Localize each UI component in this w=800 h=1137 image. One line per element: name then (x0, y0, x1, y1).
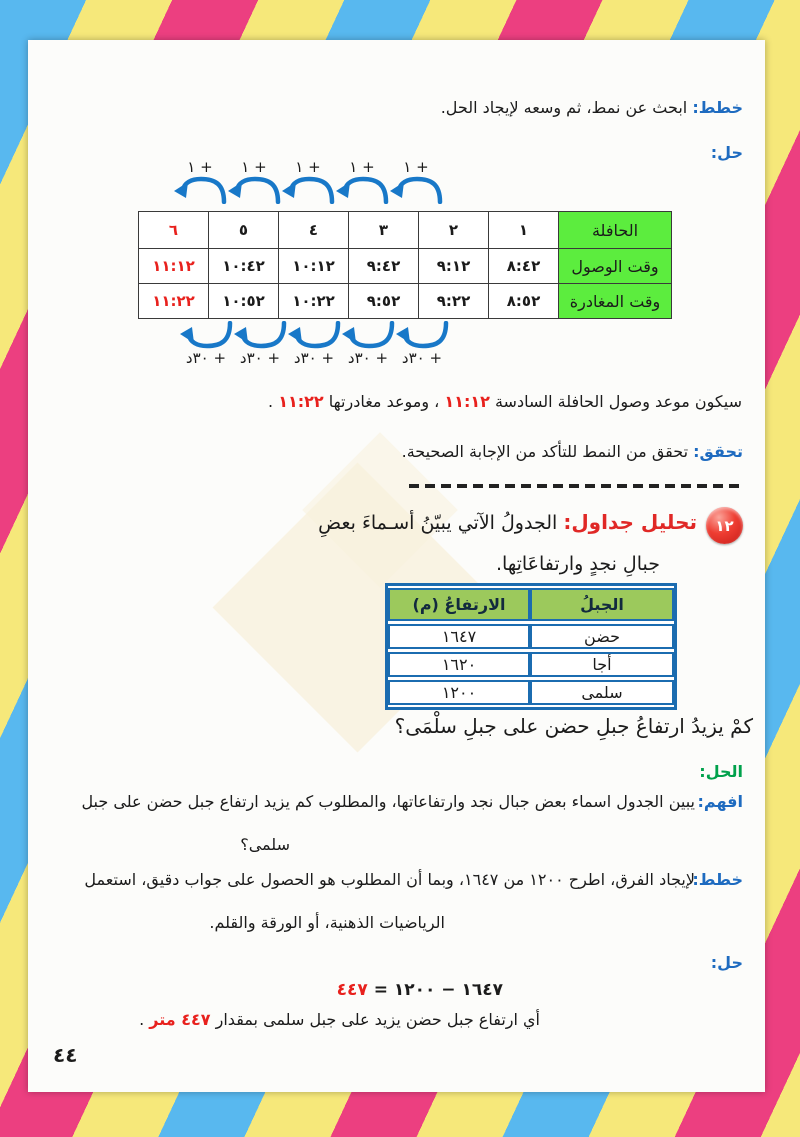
problem-question: كمْ يزيدُ ارتفاعُ جبلِ حضن على جبلِ سلْمَى؟ (394, 714, 753, 738)
understand-line2: سلمى؟ (240, 835, 290, 854)
arrow-unit (287, 321, 341, 367)
problem-statement-line1: الجدولُ الآتي يبيّنُ أسـماءَ بعضِ (318, 512, 558, 534)
arrow-unit (173, 158, 227, 204)
curved-arrow-left-icon (173, 176, 227, 204)
equation-result: ٤٤٧ (336, 980, 368, 1000)
departure-time: ٨:٥٢ (489, 284, 559, 319)
mountain-table-header-row (388, 588, 674, 621)
solve-label-line (711, 143, 743, 162)
arrow-unit (335, 158, 389, 204)
check-label: تحقق: (693, 442, 743, 461)
arrival-row (139, 249, 672, 284)
mountain-height: ١٦٢٠ (388, 652, 530, 677)
plus-one-label: + ١ (349, 158, 375, 176)
plan2-label-line (692, 870, 743, 889)
curved-arrow-left-icon (389, 176, 443, 204)
problem-number: ١٢ (715, 516, 734, 535)
mountain-name: سلمى (530, 680, 674, 705)
arrival-time: ٩:٤٢ (349, 249, 419, 284)
arrival-time: ٨:٤٢ (489, 249, 559, 284)
check-line (402, 442, 743, 461)
bus-number: ١ (489, 212, 559, 249)
result-line (268, 392, 742, 411)
result-text: ، وموعد مغادرتها (323, 392, 445, 411)
plan2-label: خطط: (692, 870, 743, 889)
arrival-result-time: ١١:١٢ (444, 392, 490, 411)
curved-arrow-left-icon (233, 321, 287, 349)
curved-arrow-left-icon (281, 176, 335, 204)
arrow-unit (281, 158, 335, 204)
plus-thirty-label: + ٣٠د (239, 349, 281, 367)
solve2-label: حل: (710, 953, 743, 972)
plus-one-label: + ١ (187, 158, 213, 176)
plus-one-label: + ١ (295, 158, 321, 176)
solution-label: الحل: (699, 762, 743, 781)
plan2-line2: الرياضيات الذهنية، أو الورقة والقلم. (209, 913, 445, 932)
arrow-unit (395, 321, 449, 367)
mountain-height: ١٢٠٠ (388, 680, 530, 705)
bus-number-six: ٦ (139, 212, 209, 249)
plan-line (441, 98, 743, 117)
arrival-time-six: ١١:١٢ (139, 249, 209, 284)
arrival-row-header: وقت الوصول (559, 249, 672, 284)
curved-arrow-left-icon (179, 321, 233, 349)
problem-heading-line (318, 510, 697, 534)
pattern-arrows-bottom (179, 321, 449, 367)
departure-row (139, 284, 672, 319)
curved-arrow-left-icon (335, 176, 389, 204)
bus-number-row (139, 212, 672, 249)
plan-text: ابحث عن نمط، ثم وسعه لإيجاد الحل. (440, 98, 688, 117)
departure-time: ٩:٥٢ (349, 284, 419, 319)
answer-text: أي ارتفاع جبل حضن يزيد على جبل سلمى بمقدار (210, 1010, 540, 1029)
problem-type-label: تحليل جداول: (563, 510, 697, 534)
departure-time: ٩:٢٢ (419, 284, 489, 319)
page-number: ٤٤ (53, 1043, 78, 1067)
problem-number-badge (706, 507, 743, 544)
result-text: سيكون موعد وصول الحافلة السادسة (489, 392, 742, 411)
answer-line (139, 1010, 540, 1029)
departure-time: ١٠:٢٢ (279, 284, 349, 319)
mountain-name: أجا (530, 652, 674, 677)
solution-label-line (699, 762, 743, 781)
result-text: . (268, 392, 279, 411)
curved-arrow-left-icon (341, 321, 395, 349)
equation-line (337, 980, 503, 1000)
pattern-arrows-top (173, 158, 443, 204)
bus-number: ٣ (349, 212, 419, 249)
understand-label-line (698, 792, 743, 811)
plus-thirty-label: + ٣٠د (293, 349, 335, 367)
mountain-height: ١٦٤٧ (388, 624, 530, 649)
equation-left: ١٦٤٧ − ١٢٠٠ = (367, 980, 503, 1000)
curved-arrow-left-icon (395, 321, 449, 349)
plus-thirty-label: + ٣٠د (185, 349, 227, 367)
solve2-label-line (711, 953, 743, 972)
arrival-time: ٩:١٢ (419, 249, 489, 284)
plus-one-label: + ١ (241, 158, 267, 176)
bus-schedule-table (138, 211, 672, 319)
departure-row-header: وقت المغادرة (559, 284, 672, 319)
curved-arrow-left-icon (287, 321, 341, 349)
arrow-unit (389, 158, 443, 204)
understand-label: افهم: (697, 792, 743, 811)
problem-statement-line2: جبالِ نجدٍ وارتفاعَاتِها. (496, 553, 660, 575)
answer-period: . (139, 1010, 150, 1029)
arrow-unit (233, 321, 287, 367)
bus-number: ٥ (209, 212, 279, 249)
mountain-column-header: الجبلُ (530, 588, 674, 621)
understand-line1: يبين الجدول اسماء بعض جبال نجد وارتفاعاتها، والمطلوب كم يزيد ارتفاع جبل حضن على جبل (81, 792, 695, 811)
plan2-line1: لإيجاد الفرق، اطرح ١٢٠٠ من ١٦٤٧، وبما أن المطلوب هو الحصول على جواب دقيق، استعمل (84, 870, 695, 889)
curved-arrow-left-icon (227, 176, 281, 204)
check-text: تحقق من النمط للتأكد من الإجابة الصحيحة. (401, 442, 689, 461)
plus-thirty-label: + ٣٠د (347, 349, 389, 367)
plus-one-label: + ١ (403, 158, 429, 176)
departure-time: ١٠:٥٢ (209, 284, 279, 319)
departure-result-time: ١١:٢٢ (278, 392, 324, 411)
mountain-table (388, 585, 674, 708)
table-row (388, 624, 674, 649)
mountain-name: حضن (530, 624, 674, 649)
dashed-separator (409, 484, 742, 488)
answer-value: ٤٤٧ متر (149, 1010, 211, 1029)
table-row (388, 680, 674, 705)
table-row (388, 652, 674, 677)
plan-label: خطط: (692, 98, 743, 117)
arrival-time: ١٠:٤٢ (209, 249, 279, 284)
bus-number: ٤ (279, 212, 349, 249)
bus-number: ٢ (419, 212, 489, 249)
solve-label: حل: (710, 143, 743, 162)
arrow-unit (341, 321, 395, 367)
bus-row-header: الحافلة (559, 212, 672, 249)
height-column-header: الارتفاعُ (م) (388, 588, 530, 621)
page-content (28, 40, 765, 1092)
arrow-unit (179, 321, 233, 367)
plus-thirty-label: + ٣٠د (401, 349, 443, 367)
arrow-unit (227, 158, 281, 204)
arrival-time: ١٠:١٢ (279, 249, 349, 284)
mountain-table-wrapper (385, 583, 677, 710)
departure-time-six: ١١:٢٢ (139, 284, 209, 319)
